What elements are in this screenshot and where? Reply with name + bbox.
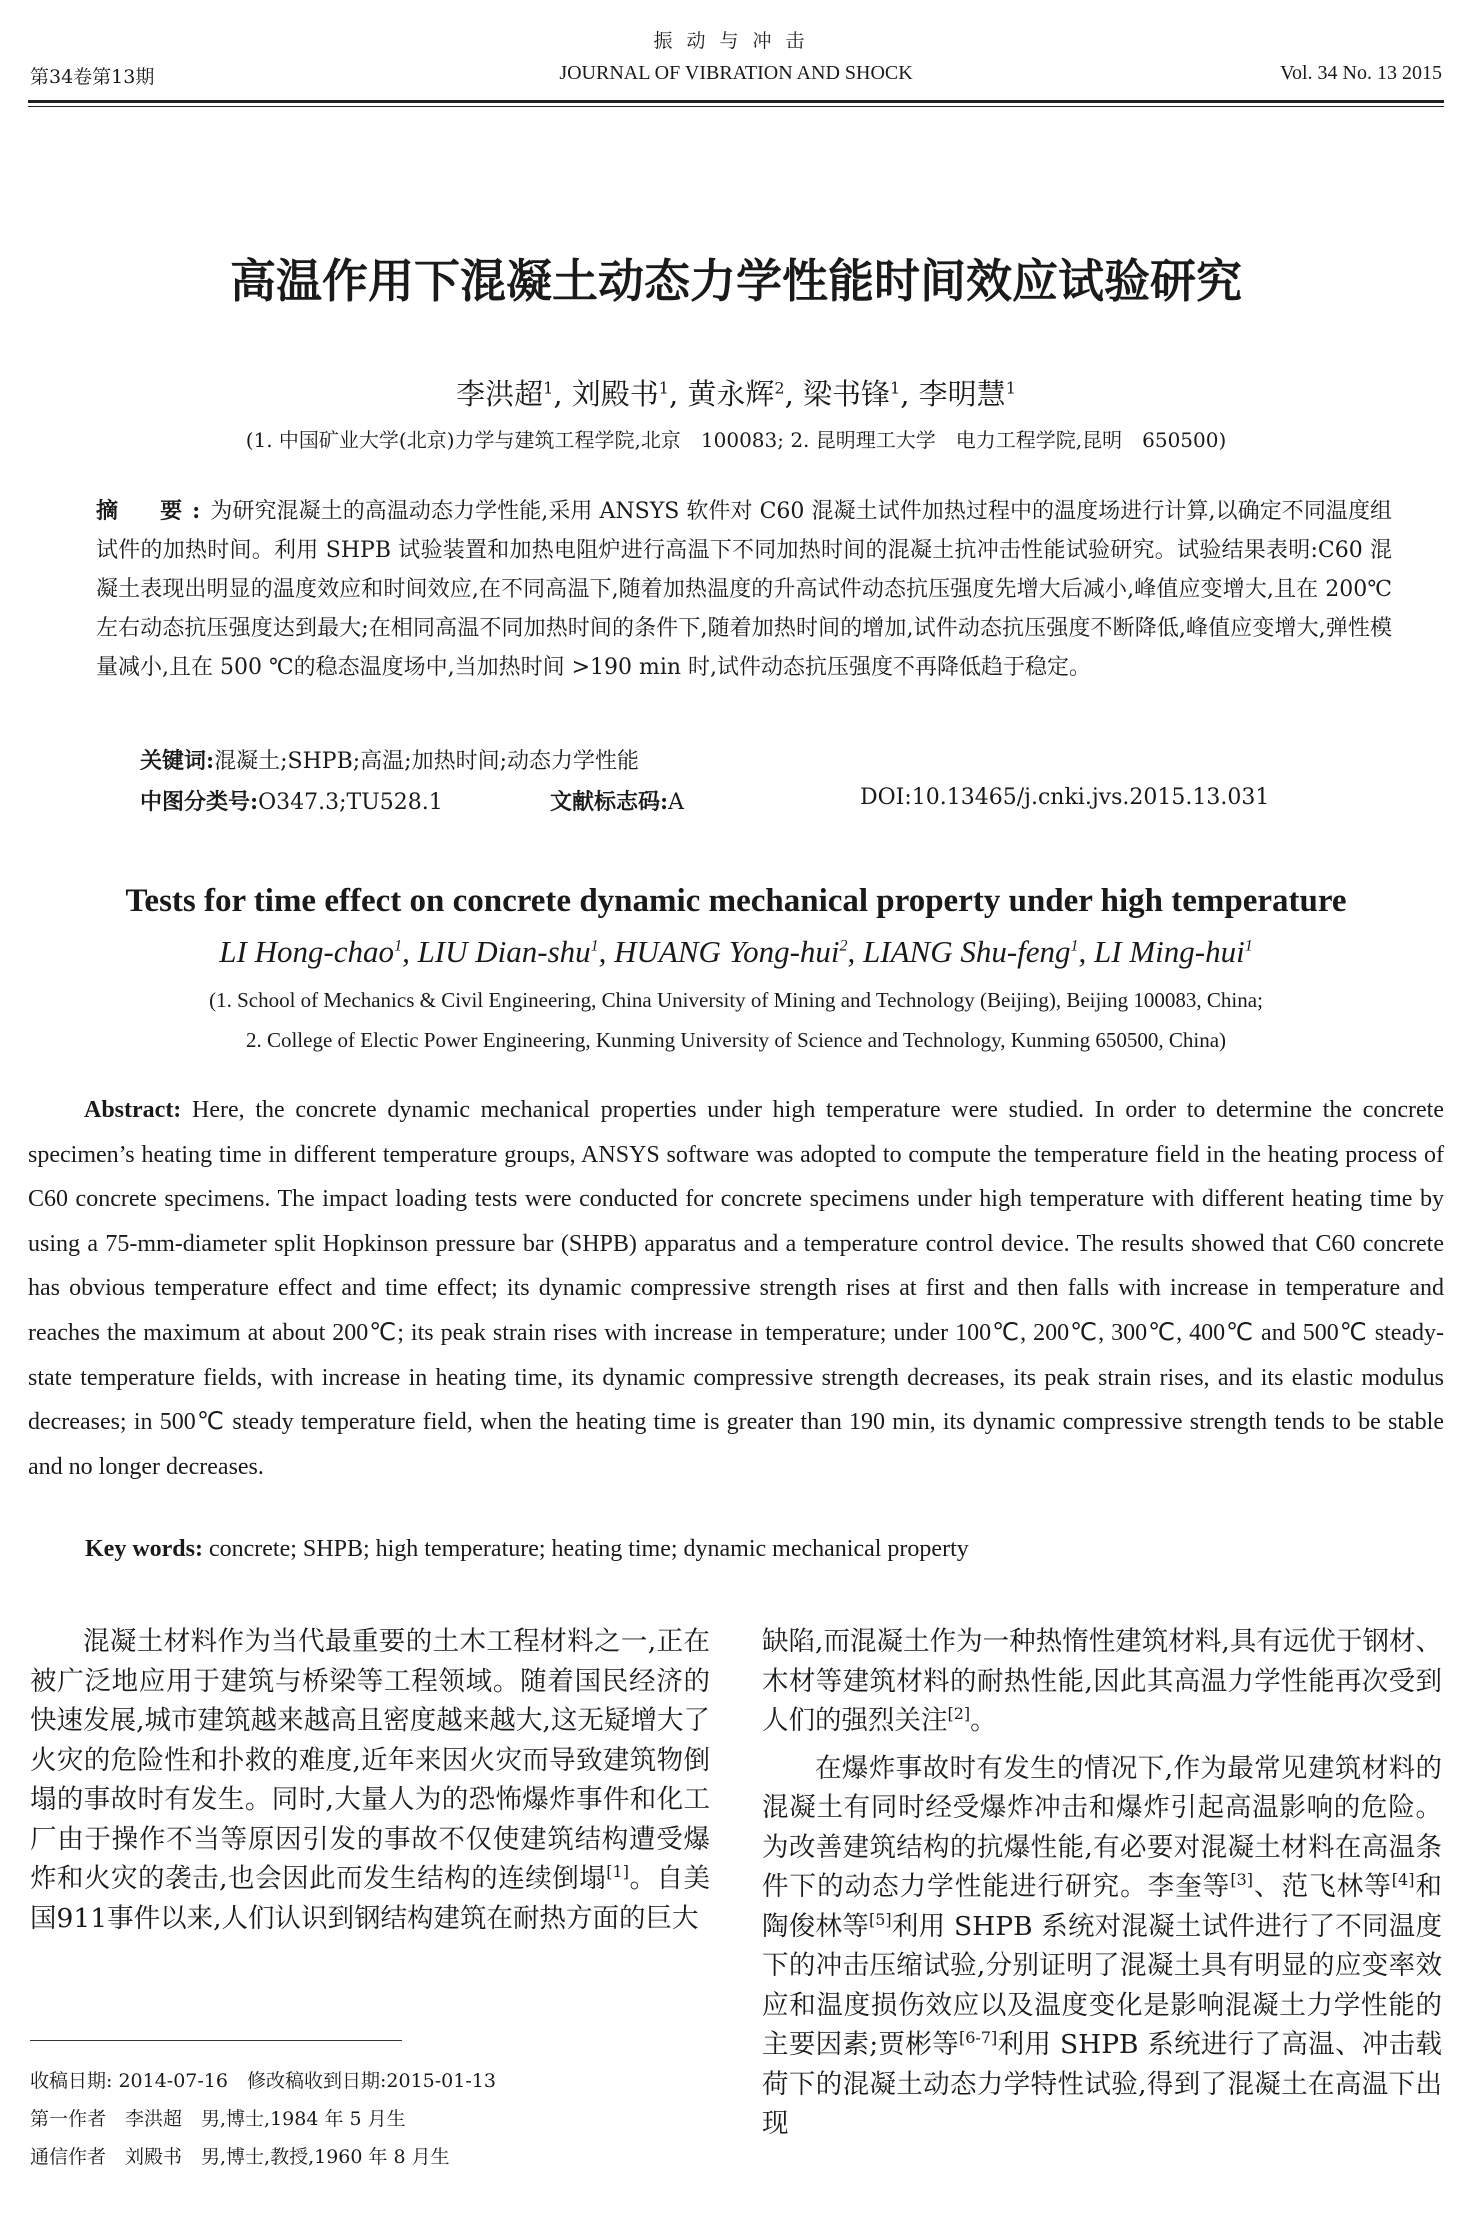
affiliation-en-1: (1. School of Mechanics & Civil Engineering, China University of Mining and Technology (Beijing), Beijing 100083, China;: [209, 988, 1263, 1012]
body-paragraph: 混凝土材料作为当代最重要的土木工程材料之一,正在被广泛地应用于建筑与桥梁等工程领域。随着国民经济的快速发展,城市建筑越来越高且密度越来越大,这无疑增大了火灾的危险性和扑救的难度,近年来因火灾而导致建筑物倒塌的事故时有发生。同时,大量人为的恐怖爆炸事件和化工厂由于操作不当等原因引发的事故不仅使建筑结构遭受爆炸和火灾的袭击,也会因此而发生结构的连续倒塌[1]。自美国911事件以来,人们认识到钢结构建筑在耐热方面的巨大: [30, 1626, 710, 1934]
header-rule: [28, 100, 1444, 103]
clc-label: 中图分类号:: [140, 789, 259, 815]
footnote-rule: [30, 2040, 402, 2041]
citation[interactable]: [4]: [1391, 1870, 1415, 1890]
author-cn: 梁书锋: [803, 377, 891, 411]
keywords-label-en: Key words:: [85, 1536, 203, 1562]
abstract-label-cn: 摘 要:: [96, 498, 211, 524]
authors-en: LI Hong-chao$^1$, LIU Dian-shu$^1$, HUANG Yong-hui$^2$, LIANG Shu-feng$^1$, LI Ming-hui$^1$: [219, 934, 1253, 969]
paper-title-cn: 高温作用下混凝土动态力学性能时间效应试验研究: [230, 254, 1242, 308]
keywords-text-en: concrete; SHPB; high temperature; heating time; dynamic mechanical property: [208, 1536, 969, 1562]
body-paragraph: 在爆炸事故时有发生的情况下,作为最常见建筑材料的混凝土有同时经受爆炸冲击和爆炸引起高温影响的危险。为改善建筑结构的抗爆性能,有必要对混凝土材料在高温条件下的动态力学性能进行研究。李奎等[3]、范飞林等[4]和陶俊林等[5]利用 SHPB 系统对混凝土试件进行了不同温度下的冲击压缩试验,分别证明了混凝土具有明显的应变率效应和温度损伤效应以及温度变化是影响混凝土力学性能的主要因素;贾彬等[6-7]利用 SHPB 系统进行了高温、冲击载荷下的混凝土动态力学特性试验,得到了混凝土在高温下出现: [762, 1752, 1443, 2139]
citation[interactable]: [6-7]: [959, 2028, 998, 2048]
issue-en: Vol. 34 No. 13 2015: [1280, 62, 1442, 84]
journal-name-cn: 振动与冲击: [653, 30, 819, 52]
keywords-label-cn: 关键词:: [140, 748, 215, 774]
issue-cn: 第34卷第13期: [30, 66, 155, 88]
doi: DOI:10.13465/j.cnki.jvs.2015.13.031: [860, 785, 1270, 810]
citation[interactable]: [5]: [868, 1909, 892, 1929]
author-en: HUANG Yong-hui: [614, 934, 840, 969]
clc-value: O347.3;TU528.1: [258, 790, 443, 815]
footnote-first-author: 第一作者 李洪超 男,博士,1984 年 5 月生: [30, 2108, 406, 2130]
author-cn: 李明慧: [918, 377, 1006, 411]
author-cn: 刘殿书: [571, 377, 659, 411]
paper-title-en: Tests for time effect on concrete dynamic mechanical property under high temperature: [125, 883, 1347, 919]
abstract-text-cn: 为研究混凝土的高温动态力学性能,采用 ANSYS 软件对 C60 混凝土试件加热过程中的温度场进行计算,以确定不同温度组试件的加热时间。利用 SHPB 试验装置和加热电阻炉进行高温下不同加热时间的混凝土抗冲击性能试验研究。试验结果表明:C60 混凝土表现出明显的温度效应和时间效应,在不同高温下,随着加热温度的升高试件动态抗压强度先增大后减小,峰值应变增大,且在 200℃左右动态抗压强度达到最大;在相同高温不同加热时间的条件下,随着加热时间的增加,试件动态抗压强度不断降低,峰值应变增大,弹性模量减小,且在 500 ℃的稳态温度场中,当加热时间 >190 min 时,试件动态抗压强度不再降低趋于稳定。: [96, 499, 1393, 680]
footnote-corresponding: 通信作者 刘殿书 男,博士,教授,1960 年 8 月生: [30, 2146, 450, 2168]
doc-code-label: 文献标志码:: [550, 789, 669, 815]
author-cn: 黄永辉: [687, 377, 775, 411]
doc-code-value: A: [668, 790, 685, 815]
citation[interactable]: [3]: [1230, 1870, 1253, 1890]
body-column-right: [762, 1622, 1442, 2152]
author-en: LI Ming-hui: [1094, 934, 1245, 969]
body-paragraph: 缺陷,而混凝土作为一种热惰性建筑材料,具有远优于钢材、木材等建筑材料的耐热性能,因此其高温力学性能再次受到人们的强烈关注[2]。: [762, 1626, 1442, 1736]
author-en: LI Hong-chao: [219, 934, 395, 969]
author-en: LIANG Shu-feng: [863, 934, 1071, 969]
author-cn: 李洪超: [456, 377, 544, 411]
body-column-left: [30, 1622, 710, 1946]
abstract-en: [28, 1088, 1444, 1489]
footnote-received: 收稿日期: 2014-07-16 修改稿收到日期:2015-01-13: [30, 2070, 496, 2092]
author-en: LIU Dian-shu: [417, 934, 591, 969]
footnotes: [30, 2062, 710, 2176]
abstract-label-en: Abstract:: [84, 1097, 182, 1123]
affiliation-en-2: 2. College of Electic Power Engineering, Kunming University of Science and Technology, Kunming 650500, China): [245, 1028, 1227, 1052]
keywords-en: [85, 1536, 969, 1563]
citation[interactable]: [2]: [947, 1704, 971, 1724]
journal-name-en: JOURNAL OF VIBRATION AND SHOCK: [559, 62, 913, 84]
abstract-cn: [96, 492, 1392, 687]
keywords-cn: [140, 744, 639, 775]
affiliation-cn: (1. 中国矿业大学(北京)力学与建筑工程学院,北京 100083; 2. 昆明理工大学 电力工程学院,昆明 650500): [245, 428, 1227, 452]
keywords-text-cn: 混凝土;SHPB;高温;加热时间;动态力学性能: [214, 749, 640, 774]
authors-cn: 李洪超$^1$, 刘殿书$^1$, 黄永辉$^2$, 梁书锋$^1$, 李明慧$^1$: [456, 377, 1016, 411]
header-rule-thin: [28, 106, 1444, 107]
citation[interactable]: [1]: [606, 1862, 629, 1882]
abstract-text-en: Here, the concrete dynamic mechanical properties under high temperature were studied. In order to determine the concrete specimen’s heating time in different temperature groups, ANSYS software was adopted to compute the temperature field in the heating process of C60 concrete specimens. The impact loading tests were conducted for concrete specimens under high temperature with different heating time by using a 75-mm-diameter split Hopkinson pressure bar (SHPB) apparatus and a temperature control device. The results showed that C60 concrete has obvious temperature effect and time effect; its dynamic compressive strength rises at first and then falls with increase in temperature and reaches the maximum at about 200℃; its peak strain rises with increase in temperature; under 100℃, 200℃, 300℃, 400℃ and 500℃ steady-state temperature fields, with increase in heating time, its dynamic compressive strength decreases, its peak strain rises, and its elastic modulus decreases; in 500℃ steady temperature field, when the heating time is greater than 190 min, its dynamic compressive strength tends to be stable and no longer decreases.: [28, 1097, 1445, 1480]
